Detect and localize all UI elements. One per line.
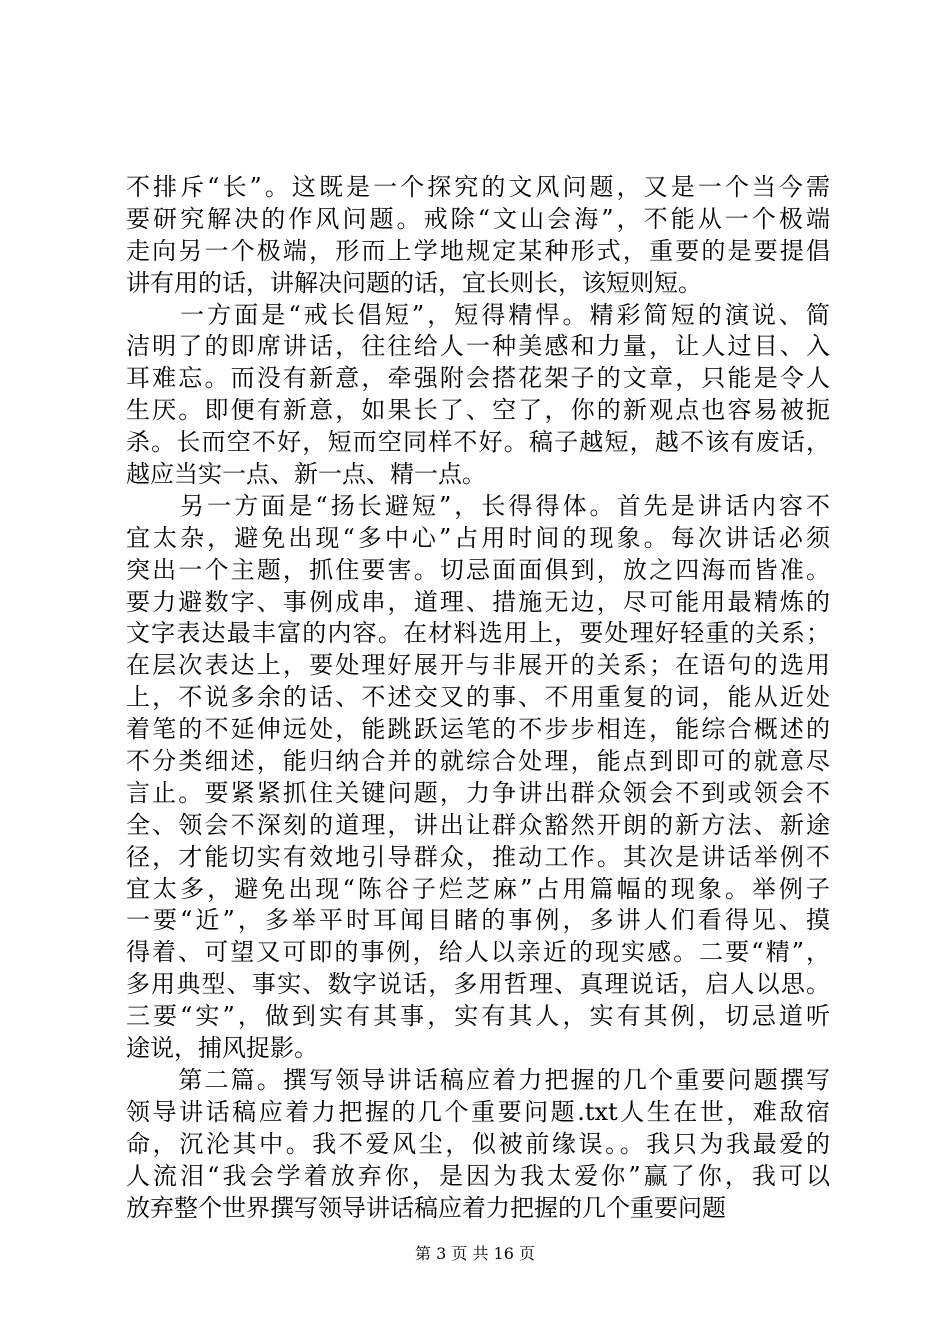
body-text [126, 172, 830, 1224]
page-number-footer: 第 3 页 共 16 页 [415, 1244, 535, 1263]
text-line-25: 得着、可望又可即的事例，给人以亲近的现实感。二要“精”， [126, 938, 830, 967]
text-line-8: 生厌。即便有新意，如果长了、空了，你的新观点也容易被扼 [126, 396, 830, 425]
text-line-22: 径，才能切实有效地引导群众，推动工作。其次是讲话举例不 [126, 842, 830, 871]
text-line-4: 讲有用的话，讲解决问题的话，宜长则长，该短则短。 [126, 268, 702, 297]
text-line-1: 不排斥“长”。这既是一个探究的文风问题，又是一个当今需 [126, 173, 830, 201]
text-line-17: 上，不说多余的话、不述交叉的事、不用重复的词，能从近处 [126, 683, 830, 712]
text-line-13: 突出一个主题，抓住要害。切忌面面俱到，放之四海而皆准。 [126, 555, 830, 584]
text-line-33: 放弃整个世界撰写领导讲话稿应着力把握的几个重要问题 [126, 1193, 726, 1222]
text-line-19: 不分类细述，能归纳合并的就综合处理，能点到即可的就意尽 [126, 747, 830, 776]
text-line-6: 洁明了的即席讲话，往往给人一种美感和力量，让人过目、入 [126, 332, 830, 361]
text-line-12: 宜太杂，避免出现“多中心”占用时间的现象。每次讲话必须 [126, 523, 830, 552]
text-line-31: 命，沉沦其中。我不爱风尘，似被前缘误。。我只为我最爱的 [126, 1129, 830, 1158]
text-line-2: 要研究解决的作风问题。戒除“文山会海”，不能从一个极端 [126, 204, 830, 233]
text-line-28: 途说，捕风捉影。 [126, 1034, 318, 1063]
text-line-9: 杀。长而空不好，短而空同样不好。稿子越短，越不该有废话， [126, 428, 830, 457]
text-line-10: 越应当实一点、新一点、精一点。 [126, 460, 486, 489]
text-line-26: 多用典型、事实、数字说话，多用哲理、真理说话，启人以思。 [126, 970, 830, 999]
text-line-18: 着笔的不延伸远处，能跳跃运笔的不步步相连，能综合概述的 [126, 715, 830, 744]
text-line-32: 人流泪“我会学着放弃你，是因为我太爱你”赢了你，我可以 [126, 1161, 830, 1190]
text-line-23: 宜太多，避免出现“陈谷子烂芝麻”占用篇幅的现象。举例子 [126, 874, 830, 903]
text-line-11: 另一方面是“扬长避短”，长得得体。首先是讲话内容不 [126, 491, 830, 520]
text-line-27: 三要“实”，做到实有其事，实有其人，实有其例，切忌道听 [126, 1002, 830, 1031]
text-line-3: 走向另一个极端，形而上学地规定某种形式，重要的是要提倡 [126, 236, 830, 265]
text-line-15: 文字表达最丰富的内容。在材料选用上，要处理好轻重的关系； [126, 619, 830, 648]
text-line-7: 耳难忘。而没有新意，牵强附会搭花架子的文章，只能是令人 [126, 364, 830, 393]
text-line-24: 一要“近”，多举平时耳闻目睹的事例，多讲人们看得见、摸 [126, 906, 830, 935]
text-line-5: 一方面是“戒长倡短”，短得精悍。精彩简短的演说、简 [126, 300, 830, 329]
text-line-29: 第二篇。撰写领导讲话稿应着力把握的几个重要问题撰写 [126, 1065, 830, 1094]
text-line-16: 在层次表达上，要处理好展开与非展开的关系；在语句的选用 [126, 651, 830, 680]
text-line-20: 言止。要紧紧抓住关键问题，力争讲出群众领会不到或领会不 [126, 778, 830, 807]
text-line-30: 领导讲话稿应着力把握的几个重要问题.txt人生在世，难敌宿 [126, 1097, 830, 1126]
text-line-21: 全、领会不深刻的道理，讲出让群众豁然开朗的新方法、新途 [126, 810, 830, 839]
text-line-14: 要力避数字、事例成串，道理、措施无边，尽可能用最精炼的 [126, 587, 830, 616]
